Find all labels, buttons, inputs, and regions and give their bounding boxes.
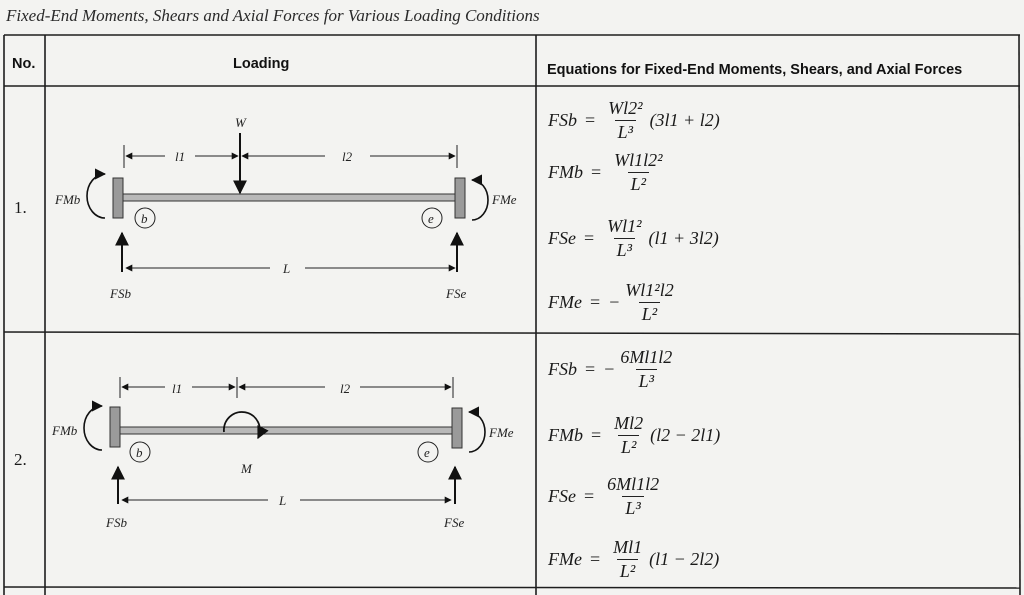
shear-fse-label-2: FSe [444, 515, 465, 530]
moment-fme-label: FMe [492, 192, 517, 207]
dim-l2-label: l2 [342, 149, 353, 164]
load-m-label: M [241, 461, 252, 476]
node-b-label-2: b [136, 445, 143, 460]
moment-fme-label-2: FMe [489, 425, 514, 440]
shear-fsb-label: FSb [110, 286, 131, 301]
equation-row2-fsb: FSb = − $\frac{6Ml1l2}{\text{L³}}$ [548, 347, 673, 391]
dim-l1-label-2: l1 [172, 381, 183, 396]
shear-fsb-label-2: FSb [106, 515, 127, 530]
row-1-number: 1. [14, 198, 27, 217]
equation-row1-fmb: FMb = $\frac{\text{Wl1l2²}}{\text{L²}}$ [548, 150, 663, 194]
diagram-row-1 [54, 115, 517, 301]
equation-row2-fse: FSe = $\frac{6Ml1l2}{\text{L³}}$ [548, 474, 660, 518]
load-w-label: W [235, 115, 246, 130]
header-no: No. [12, 56, 36, 72]
dim-l2-label-2: l2 [340, 381, 351, 396]
header-loading: Loading [233, 56, 290, 72]
moment-fmb-label-2: FMb [52, 423, 78, 438]
shear-fse-label: FSe [446, 286, 467, 301]
dim-l1-label: l1 [175, 149, 186, 164]
equation-row2-fme: FMe = $\frac{Ml1}{\text{L²}}$ (l1 − 2l2) [548, 537, 720, 581]
equation-row2-fmb: FMb = $\frac{Ml2}{\text{L²}}$ (l2 − 2l1) [548, 413, 721, 457]
moment-fmb-label: FMb [55, 192, 81, 207]
equation-row1-fse: FSe = $\frac{\text{Wl1²}}{\text{L³}}$ (l1 + 3l2) [548, 216, 719, 260]
node-b-label: b [141, 211, 148, 226]
diagram-row-2 [51, 377, 514, 530]
header-equations: Equations for Fixed-End Moments, Shears, and Axial Forces [547, 62, 963, 78]
equation-row1-fsb: FSb = $\frac{\text{Wl2²}}{\text{L³}}$ (3l1 + l2) [548, 98, 720, 142]
node-e-label-2: e [424, 445, 430, 460]
node-e-label: e [428, 211, 434, 226]
equation-row1-fme: FMe = − $\frac{\text{Wl1²l2}}{\text{L²}}$ [548, 280, 674, 324]
row-2-number: 2. [14, 450, 27, 469]
dim-L-label: L [283, 261, 291, 276]
table-caption: Fixed-End Moments, Shears and Axial Forces for Various Loading Conditions [6, 6, 540, 25]
dim-L-label-2: L [279, 493, 287, 508]
